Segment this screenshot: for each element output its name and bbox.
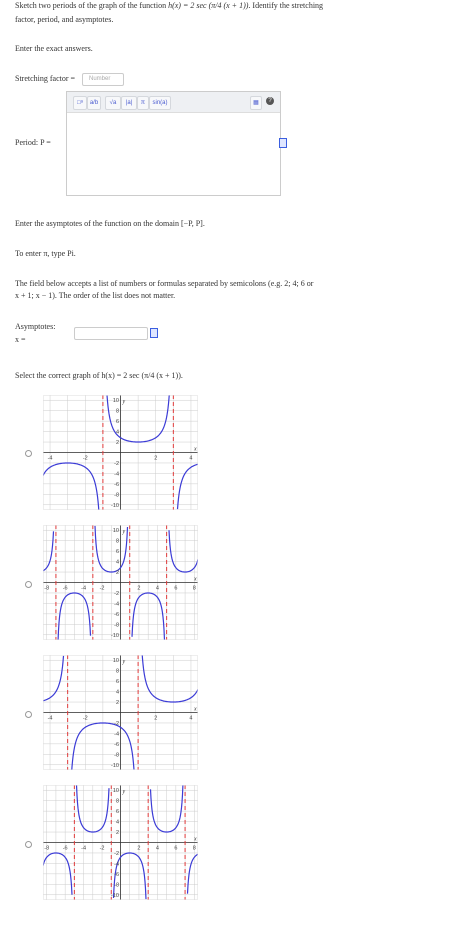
y-tick-label: 4 [115, 689, 119, 696]
x-tick-label: -8 [44, 585, 50, 592]
y-tick-label: -6 [114, 871, 119, 878]
y-tick-label: -2 [114, 460, 119, 467]
y-tick-label: -4 [114, 861, 119, 868]
abs-button[interactable]: |a| [121, 96, 137, 110]
x-tick-label: 6 [174, 585, 178, 592]
x-tick-label: -2 [82, 455, 88, 462]
period-label: Period: P = [15, 138, 51, 147]
x-tick-label: -4 [81, 585, 87, 592]
x-equals-label: x = [15, 335, 26, 344]
exponent-button[interactable]: □ᵃ [73, 96, 87, 110]
x-tick-label: -4 [47, 715, 53, 722]
x-tick-label: 2 [137, 845, 141, 852]
x-tick-label: 6 [174, 845, 178, 852]
fraction-button[interactable]: a/b [87, 96, 101, 110]
y-tick-label: 8 [115, 668, 119, 675]
y-tick-label: 8 [115, 408, 119, 415]
x-tick-label: -2 [99, 845, 105, 852]
graph-option-2[interactable] [43, 525, 198, 640]
asymptotes-label: Asymptotes: [15, 322, 56, 331]
y-tick-label: 6 [115, 549, 119, 556]
y-tick-label: 10 [112, 528, 119, 535]
exact-instruction: Enter the exact answers. [15, 44, 93, 53]
y-tick-label: -8 [114, 752, 119, 759]
y-tick-label: 10 [112, 658, 119, 665]
pi-instruction: To enter π, type Pi. [15, 249, 76, 258]
y-tick-label: 6 [115, 809, 119, 816]
x-tick-label: -2 [82, 715, 88, 722]
y-tick-label: 6 [115, 419, 119, 426]
graph-option-3[interactable] [43, 655, 198, 770]
x-tick-label: 2 [137, 585, 141, 592]
y-tick-label: -6 [114, 741, 119, 748]
y-axis-label: y [122, 789, 126, 795]
x-tick-label: -4 [81, 845, 87, 852]
y-tick-label: -6 [114, 611, 119, 618]
y-tick-label: 10 [112, 788, 119, 795]
stretch-label: Stretching factor = [15, 74, 76, 83]
y-tick-label: 4 [115, 559, 119, 566]
graph-option-1[interactable] [43, 395, 198, 510]
x-tick-label: 8 [192, 845, 196, 852]
problem-statement [15, 0, 460, 12]
y-axis-label: y [122, 659, 126, 665]
x-tick-label: 2 [154, 715, 158, 722]
x-tick-label: 8 [192, 585, 196, 592]
problem-line-1: Sketch two periods of the graph of the function [15, 1, 167, 10]
y-tick-label: -8 [114, 492, 119, 499]
y-axis-label: y [122, 399, 126, 405]
y-tick-label: -4 [114, 471, 119, 478]
x-tick-label: -2 [99, 585, 105, 592]
x-tick-label: 4 [155, 585, 159, 592]
y-tick-label: 10 [112, 398, 119, 405]
y-tick-label: -8 [114, 882, 119, 889]
x-axis-label: x [194, 836, 197, 843]
list-instruction-2: x + 1; x − 1). The order of the list does not matter. [15, 291, 176, 300]
x-tick-label: -6 [62, 845, 68, 852]
y-tick-label: 2 [115, 570, 119, 577]
sqrt-button[interactable]: √a [105, 96, 121, 110]
y-tick-label: 8 [115, 538, 119, 545]
pi-button[interactable]: π [137, 96, 149, 110]
y-tick-label: -2 [114, 720, 119, 727]
document-icon[interactable] [150, 328, 158, 338]
graph-option-radio-4[interactable] [25, 841, 32, 848]
x-tick-label: 4 [189, 715, 193, 722]
y-tick-label: -4 [114, 601, 119, 608]
y-tick-label: -2 [114, 850, 119, 857]
keypad-icon[interactable]: ▦ [250, 96, 262, 110]
y-tick-label: 8 [115, 798, 119, 805]
x-tick-label: 4 [189, 455, 193, 462]
stretch-input[interactable] [82, 73, 124, 86]
y-tick-label: 2 [115, 700, 119, 707]
select-instruction: Select the correct graph of h(x) = 2 sec (π/4 (x + 1)). [15, 371, 183, 380]
x-tick-label: 2 [154, 455, 158, 462]
y-tick-label: 6 [115, 679, 119, 686]
x-tick-label: -6 [62, 585, 68, 592]
domain-instruction: Enter the asymptotes of the function on the domain [−P, P]. [15, 219, 205, 228]
document-icon[interactable] [279, 138, 287, 148]
graph-option-radio-3[interactable] [25, 711, 32, 718]
x-axis-label: x [194, 446, 197, 453]
list-instruction-1: The field below accepts a list of numbers or formulas separated by semicolons (e.g. 2; 4; 6 or [15, 279, 314, 288]
x-tick-label: -4 [47, 455, 53, 462]
period-editor[interactable] [66, 91, 281, 196]
x-axis-label: x [194, 576, 197, 583]
function-expression: h(x) = 2 sec (π/4 (x + 1)) [168, 1, 249, 10]
y-tick-label: 4 [115, 819, 119, 826]
y-tick-label: -10 [111, 502, 119, 509]
problem-line-1b: . Identify the stretching [248, 1, 324, 10]
y-tick-label: -2 [114, 590, 119, 597]
y-tick-label: 2 [115, 830, 119, 837]
x-axis-label: x [194, 706, 197, 713]
asymptotes-input[interactable] [74, 327, 148, 340]
y-tick-label: -10 [111, 762, 119, 769]
y-tick-label: 4 [115, 429, 119, 436]
y-tick-label: -8 [114, 622, 119, 629]
y-tick-label: -6 [114, 481, 119, 488]
y-tick-label: -10 [111, 892, 119, 899]
math-toolbar [67, 92, 280, 113]
y-axis-label: y [122, 529, 126, 535]
graph-option-4[interactable] [43, 785, 198, 900]
help-icon[interactable]: ? [266, 97, 274, 105]
sin-button[interactable]: sin(a) [149, 96, 171, 110]
y-tick-label: -10 [111, 632, 119, 639]
x-tick-label: -8 [44, 845, 50, 852]
graph-option-radio-2[interactable] [25, 581, 32, 588]
stretch-placeholder: Number [89, 76, 111, 82]
y-tick-label: -4 [114, 731, 119, 738]
x-tick-label: 4 [155, 845, 159, 852]
graph-option-radio-1[interactable] [25, 450, 32, 457]
y-tick-label: 2 [115, 440, 119, 447]
problem-line-2: factor, period, and asymptotes. [15, 15, 114, 24]
